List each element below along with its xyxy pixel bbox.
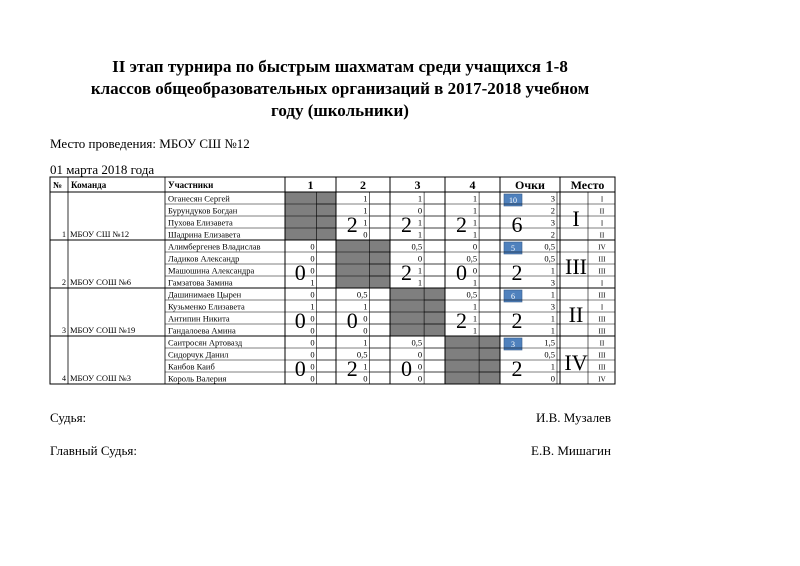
team-points: 2 (511, 308, 523, 333)
game-score: 1 (363, 301, 368, 312)
player-name: Сидорчук Данил (168, 349, 229, 360)
game-score: 1 (363, 193, 368, 204)
header-num: № (53, 180, 63, 190)
player-place: II (599, 339, 605, 348)
team-round-score: 0 (401, 356, 412, 381)
game-score: 0 (310, 241, 315, 252)
team-points: 6 (511, 212, 523, 237)
team-num: 2 (62, 278, 66, 287)
team-round-score: 0 (294, 356, 306, 381)
title-line-1: II этап турнира по быстрым шахматам среди учащихся 1-8 (112, 57, 568, 76)
team-round-score: 0 (456, 260, 467, 285)
team-points: 2 (511, 356, 523, 381)
game-score: 0 (310, 337, 315, 348)
team-round-score: 0 (346, 308, 358, 333)
player-points: 0 (550, 373, 555, 384)
player-name: Ладиков Александр (168, 253, 240, 264)
game-score: 1 (472, 229, 478, 240)
game-score: 1 (363, 337, 368, 348)
player-place: I (600, 303, 604, 312)
team-round-score: 2 (456, 308, 467, 333)
player-place: II (599, 207, 605, 216)
game-score: 0 (472, 241, 478, 252)
game-score: 0 (417, 205, 423, 216)
game-score: 1 (472, 193, 478, 204)
title-line-3: году (школьники) (271, 101, 409, 120)
game-score: 0 (417, 361, 423, 372)
game-score: 0 (310, 253, 315, 264)
chief-judge-name: Е.В. Мишагин (531, 443, 611, 458)
game-score: 1 (417, 193, 423, 204)
team-place: IV (564, 350, 588, 375)
game-score: 1 (417, 229, 423, 240)
game-score: 0 (310, 289, 315, 300)
game-score: 1 (363, 205, 368, 216)
header-round-4: 4 (469, 178, 476, 192)
team-place: II (568, 302, 584, 327)
team-name: МБОУ СШ №12 (70, 229, 130, 239)
game-score: 1 (417, 277, 423, 288)
player-place: I (600, 279, 604, 288)
header-round-1: 1 (307, 178, 314, 192)
game-score: 1 (472, 301, 478, 312)
date: 01 марта 2018 года (50, 162, 155, 177)
team-round-score: 2 (456, 212, 467, 237)
player-place: III (598, 327, 606, 336)
game-score: 1 (417, 265, 423, 276)
game-score: 1 (310, 301, 315, 312)
game-score: 1 (363, 217, 368, 228)
score-badge-value: 6 (511, 292, 515, 301)
team-name: МБОУ СОШ №19 (70, 325, 136, 335)
player-points: 0,5 (544, 349, 555, 360)
player-place: III (598, 315, 606, 324)
team-name: МБОУ СОШ №3 (70, 373, 132, 383)
team-points: 2 (511, 260, 523, 285)
player-name: Машошина Александра (168, 265, 255, 276)
team-num: 3 (62, 326, 66, 335)
player-name: Антипин Никита (168, 313, 230, 324)
team-place: I (572, 206, 580, 231)
player-name: Алимбергенев Владислав (168, 241, 261, 252)
player-points: 1,5 (544, 337, 555, 348)
player-points: 2 (550, 229, 555, 240)
player-place: III (598, 291, 606, 300)
game-score: 0 (363, 229, 368, 240)
judge-label: Судья: (50, 410, 87, 425)
game-score: 0,5 (411, 337, 423, 348)
team-round-score: 2 (401, 260, 412, 285)
team-place: III (565, 254, 587, 279)
game-score: 1 (363, 361, 368, 372)
game-score: 0,5 (466, 253, 478, 264)
score-badge-value: 10 (509, 196, 517, 205)
player-name: Саитросян Артовазд (168, 337, 243, 348)
team-name: МБОУ СОШ №6 (70, 277, 132, 287)
player-place: I (600, 195, 604, 204)
game-score: 0 (310, 349, 315, 360)
player-name: Гамзатова Замина (168, 277, 233, 288)
team-round-score: 0 (294, 308, 306, 333)
game-score: 1 (472, 205, 478, 216)
player-points: 1 (550, 361, 555, 372)
game-score: 1 (310, 277, 315, 288)
game-score: 0 (417, 253, 423, 264)
game-score: 0 (310, 361, 315, 372)
header-round-2: 2 (360, 178, 366, 192)
player-name: Канбов Каиб (168, 361, 215, 372)
header-round-3: 3 (414, 178, 421, 192)
player-points: 1 (550, 265, 555, 276)
player-name: Гандалоева Амина (168, 325, 236, 336)
player-place: IV (598, 243, 606, 252)
game-score: 1 (472, 313, 478, 324)
game-score: 1 (472, 325, 478, 336)
score-badge-value: 3 (511, 340, 515, 349)
game-score: 0 (310, 373, 315, 384)
header-place: Место (570, 178, 605, 192)
game-score: 0 (417, 373, 423, 384)
judge-name: И.В. Музалев (536, 410, 611, 425)
game-score: 0,5 (411, 241, 423, 252)
game-score: 0,5 (356, 349, 368, 360)
player-points: 1 (550, 313, 555, 324)
player-points: 3 (550, 217, 555, 228)
game-score: 1 (472, 217, 478, 228)
team-num: 4 (62, 374, 66, 383)
player-name: Кузьменко Елизавета (168, 301, 245, 312)
team-round-score: 2 (346, 356, 358, 381)
team-round-score: 2 (401, 212, 412, 237)
game-score: 0 (363, 373, 368, 384)
player-points: 3 (550, 301, 555, 312)
player-name: Король Валерия (168, 373, 227, 384)
team-round-score: 2 (346, 212, 358, 237)
game-score: 0 (363, 313, 368, 324)
player-name: Дашинимаев Цырен (168, 289, 242, 300)
game-score: 0 (363, 325, 368, 336)
game-score: 1 (472, 277, 478, 288)
player-place: I (600, 219, 604, 228)
player-points: 0,5 (544, 253, 555, 264)
player-place: III (598, 351, 606, 360)
player-name: Бурундуков Богдан (168, 205, 238, 216)
player-points: 0,5 (544, 241, 555, 252)
player-name: Оганесян Сергей (168, 193, 230, 204)
header-team: Команда (71, 180, 107, 190)
venue: Место проведения: МБОУ СШ №12 (50, 136, 250, 151)
player-name: Пухова Елизавета (168, 217, 233, 228)
player-place: III (598, 267, 606, 276)
score-badge-value: 5 (511, 244, 515, 253)
game-score: 0 (472, 265, 478, 276)
player-place: III (598, 255, 606, 264)
header-points: Очки (515, 178, 545, 192)
player-place: III (598, 363, 606, 372)
game-score: 0,5 (356, 289, 368, 300)
player-place: II (599, 231, 605, 240)
game-score: 0 (310, 313, 315, 324)
player-points: 3 (550, 193, 555, 204)
game-score: 0 (417, 349, 423, 360)
player-points: 2 (550, 205, 555, 216)
team-num: 1 (62, 230, 66, 239)
player-points: 1 (550, 325, 555, 336)
header-players: Участники (168, 180, 214, 190)
game-score: 1 (417, 217, 423, 228)
chief-judge-label: Главный Судья: (50, 443, 137, 458)
player-place: IV (598, 375, 606, 384)
player-points: 3 (550, 277, 555, 288)
player-name: Шадрина Елизавета (168, 229, 241, 240)
game-score: 0 (310, 325, 315, 336)
player-points: 1 (550, 289, 555, 300)
team-round-score: 0 (294, 260, 306, 285)
game-score: 0,5 (466, 289, 478, 300)
game-score: 0 (310, 265, 315, 276)
title-line-2: классов общеобразовательных организаций в 2017-2018 учебном (90, 79, 590, 98)
